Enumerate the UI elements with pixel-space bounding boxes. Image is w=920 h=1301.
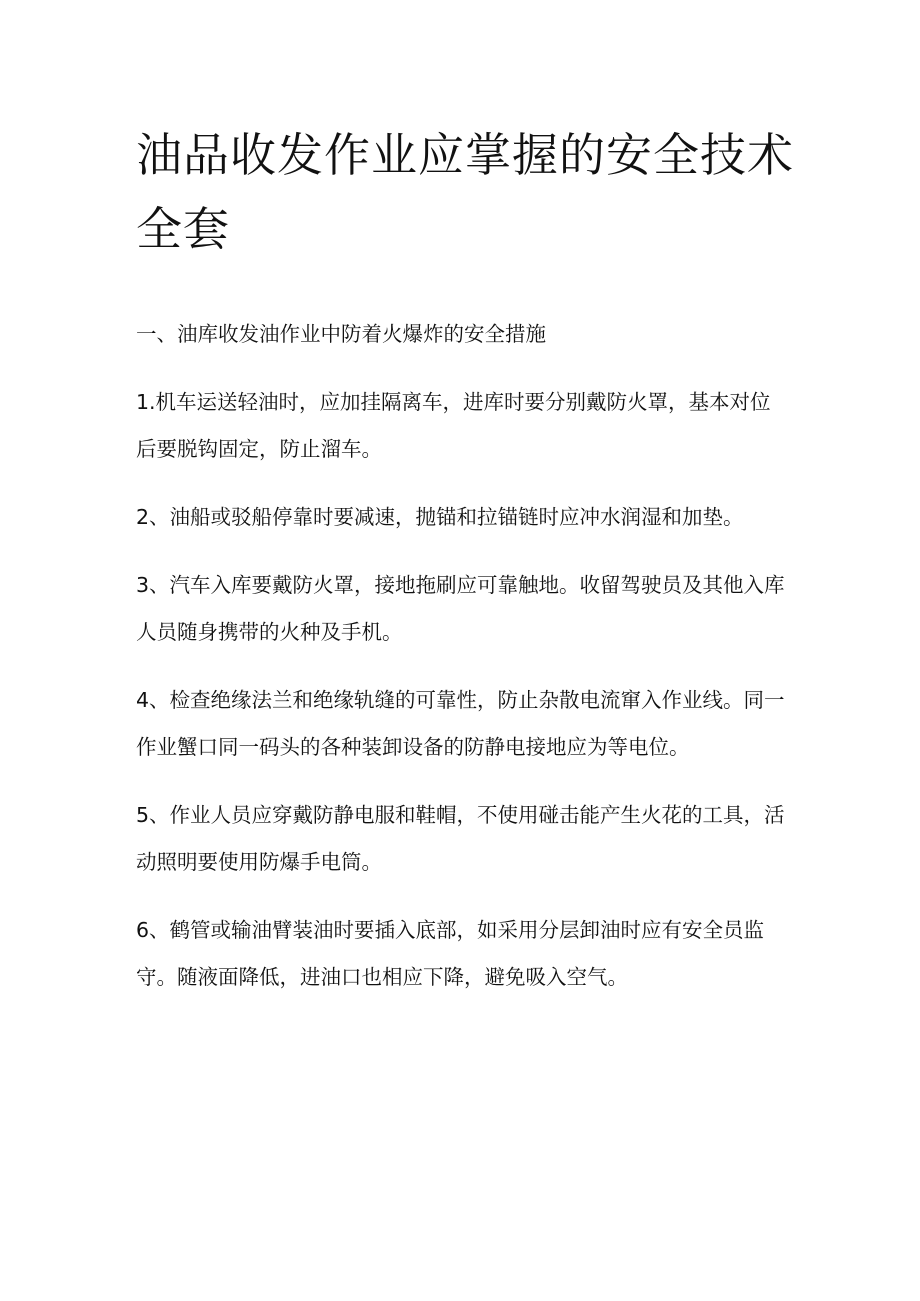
safety-item-1: 1.机车运送轻油时，应加挂隔离车，进库时要分别戴防火罩，基本对位后要脱钩固定，防止溜车。 [136,390,771,461]
document-title: 油品收发作业应掌握的安全技术全套 [136,128,794,256]
document-body [136,311,786,1022]
safety-item-3: 3、汽车入库要戴防火罩，接地拖刷应可靠触地。收留驾驶员及其他入库人员随身携带的火种及手机。 [136,573,785,644]
safety-item-5: 5、作业人员应穿戴防静电服和鞋帽，不使用碰击能产生火花的工具，活动照明要使用防爆手电筒。 [136,803,785,874]
section-heading: 一、油库收发油作业中防着火爆炸的安全措施 [136,322,546,346]
safety-item-4: 4、检查绝缘法兰和绝缘轨缝的可靠性，防止杂散电流窜入作业线。同一作业蟹口同一码头的各种装卸设备的防静电接地应为等电位。 [136,688,785,759]
safety-item-6: 6、鹤管或输油臂装油时要插入底部，如采用分层卸油时应有安全员监守。随液面降低，进油口也相应下降，避免吸入空气。 [136,918,765,989]
safety-item-2: 2、油船或驳船停靠时要减速，抛锚和拉锚链时应冲水润湿和加垫。 [136,505,744,529]
